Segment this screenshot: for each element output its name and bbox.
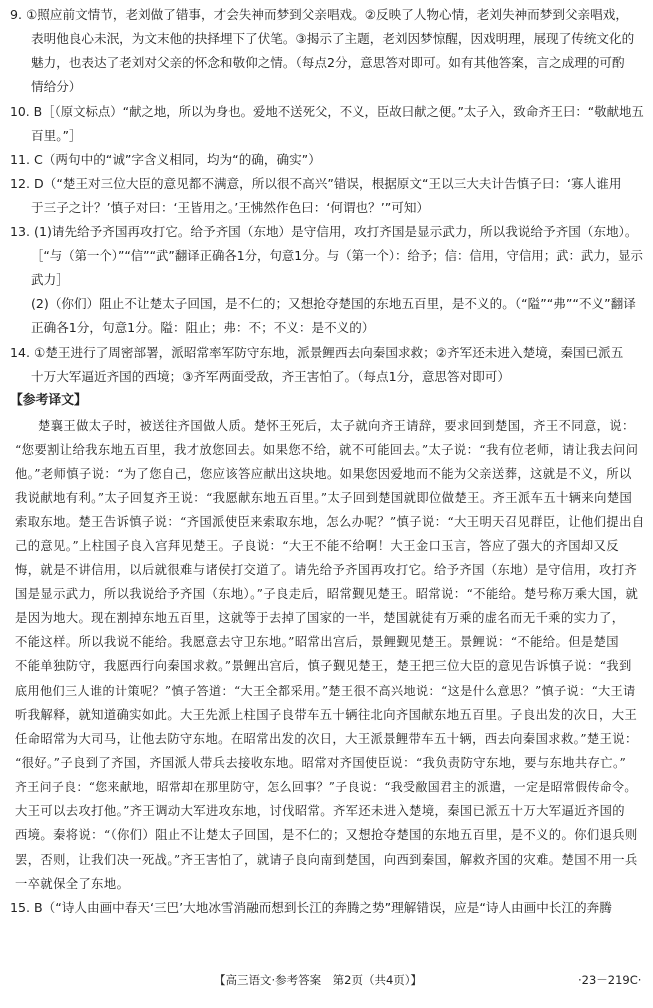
translation-line: 齐王问子良：“您来献地，昭常却在那里防守，怎么回事？”子良说：“我受敝国君主的派遣，一定是昭常假传命令。 — [15, 780, 637, 794]
q12-line-1: 12. D（“楚王对三位大臣的意见都不满意，所以很不高兴”错误，根据原文“王以三大夫计告慎子曰：‘寡人谁用 — [10, 176, 622, 191]
q14-line-2: 十万大军逼近齐国的西境；③齐军两面受敌，齐王害怕了。（每点1分，意思答对即可） — [31, 369, 510, 384]
reference-heading: 【参考译文】 — [10, 393, 87, 408]
q10-line-2: 百里。”］ — [31, 128, 82, 143]
translation-line: “很好。”子良到了齐国，齐国派人带兵去接收东地。昭常对齐国使臣说：“我负责防守东地，要与东地共存亡。” — [15, 756, 627, 770]
translation-line: 听我解释，就知道确实如此。大王先派上柱国子良带车五十辆往北向齐国献东地五百里。子良出发的次日，大王 — [15, 708, 638, 722]
translation-line: 不能这样。所以我说不能给。我愿意去守卫东地。”昭常出宫后，景鲤觐见楚王。景鲤说：“不能给。但是楚国 — [15, 635, 619, 649]
q13-line-1: 13. (1)请先给予齐国再攻打它。给予齐国（东地）是守信用，攻打齐国是显示武力，所以我说给予齐国（东地）。 — [10, 224, 638, 239]
translation-line: 己的意见。”上柱国子良入宫拜见楚王。子良说：“大王不能不给啊！大王金口玉言，答应了强大的齐国却又反 — [15, 539, 619, 553]
q11-line-1: 11. C（两句中的“诚”字含义相同，均为“的确，确实”） — [10, 152, 321, 167]
translation-line: 任命昭常为大司马，让他去防守东地。在昭常出发的次日，大王派景鲤带车五十辆，西去向秦国求救。”楚王说： — [15, 732, 638, 746]
translation-line: 我说献地有利。”太子回复齐王说：“我愿献东地五百里。”太子回到楚国就即位做楚王。齐王派车五十辆来向楚国 — [15, 491, 633, 505]
q9-line-2: 表明他良心未泯，为文末他的抉择埋下了伏笔。③揭示了主题，老刘因梦惊醒，因戏明理，展现了传统文化的 — [31, 31, 635, 46]
translation-line: 罢，否则，让我们决一死战。”齐王害怕了，就请子良向南到楚国，向西到秦国，解救齐国的灾难。楚国不用一兵 — [15, 853, 638, 867]
translation-line: 他。”老师慎子说：“为了您自己，您应该答应献出这块地。如果您因爱地而不能为父亲送葬，这就是不义，所以 — [15, 467, 632, 481]
q10-line-1: 10. B［（原文标点）“献之地，所以为身也。爱地不送死父，不义，臣故曰献之便。”太子入，致命齐王曰：“敬献地五 — [10, 104, 644, 119]
q13-line-5: 正确各1分，句意1分。隘：阻止；弗：不；不义：是不义的） — [31, 320, 375, 335]
footer-code: ·23－219C· — [578, 973, 642, 987]
q12-line-2: 于三子之计？’慎子对曰：‘王皆用之。’王怫然作色曰：‘何谓也？’”可知） — [31, 200, 430, 215]
q13-line-2: ［“与（第一个）”“信”“武”翻译正确各1分，句意1分。与（第一个）：给予；信：信用，守信用；武：武力，显示 — [31, 248, 643, 263]
translation-line: 西境。秦将说：“（你们）阻止不让楚太子回国，是不仁的；又想抢夺楚国的东地五百里，是不义的。你们退兵则 — [15, 828, 638, 842]
translation-line: 楚襄王做太子时，被送往齐国做人质。楚怀王死后，太子就向齐王请辞，要求回到楚国，齐王不同意，说： — [38, 419, 635, 433]
q9-line-1: 9. ①照应前文情节，老刘做了错事，才会失神而梦到父亲唱戏。②反映了人物心情，老刘失神而梦到父亲唱戏， — [10, 7, 628, 22]
q14-line-1: 14. ①楚王进行了周密部署，派昭常率军防守东地，派景鲤西去向秦国求救；②齐军还未进入楚境，秦国已派五 — [10, 345, 624, 360]
translation-line: 一卒就保全了东地。 — [15, 877, 130, 891]
q9-line-3: 魅力，也表达了老刘对父亲的怀念和敬仰之情。（每点2分，意思答对即可。如有其他答案，言之成理的可酌 — [31, 55, 625, 70]
translation-line: 索取东地。楚王告诉慎子说：“齐国派使臣来索取东地，怎么办呢？”慎子说：“大王明天召见群臣，让他们提出自 — [15, 515, 645, 529]
q13-line-3: 武力］ — [31, 272, 69, 287]
q13-line-4: (2)（你们）阻止不让楚太子回国，是不仁的；又想抢夺楚国的东地五百里，是不义的。（“隘”“弗”“不义”翻译 — [31, 296, 636, 311]
q9-line-4: 情给分） — [31, 79, 82, 94]
translation-line: 大王可以去攻打他。”齐王调动大军进攻东地，讨伐昭常。齐军还未进入楚境，秦国已派五十万大军逼近齐国的 — [15, 804, 625, 818]
translation-line: 国是显示武力，所以我说给予齐国（东地）。”子良走后，昭常觐见楚王。昭常说：“不能给。楚号称万乘大国，就 — [15, 587, 639, 601]
footer-page-info: 【高三语文·参考答案 第2页（共4页）】 — [214, 973, 423, 987]
translation-line: “您要割让给我东地五百里，我才放您回去。如果您不给，就不可能回去。”太子说：“我有位老师，请让我去问问 — [15, 443, 639, 457]
q15-line-1: 15. B（“诗人由画中春天‘三巴’大地冰雪消融而想到长江的奔腾之势”理解错误，应是“诗人由画中长江的奔腾 — [10, 900, 612, 915]
translation-line: 底用他们三人谁的计策呢？”慎子答道：“大王全都采用。”楚王很不高兴地说：“这是什么意思？”慎子说：“大王请 — [15, 684, 636, 698]
translation-line: 是因为地大。现在割掉东地五百里，这就等于去掉了国家的一半，楚国就徒有万乘的虚名而无千乘的实力了， — [15, 611, 625, 625]
page-footer — [0, 972, 653, 988]
translation-line: 不能单独防守，我愿西行向秦国求救。”景鲤出宫后，慎子觐见楚王，楚王把三位大臣的意见告诉慎子说：“我到 — [15, 659, 632, 673]
translation-line: 悔，就是不讲信用，以后就很难与诸侯打交道了。请先给予齐国再攻打它。给予齐国（东地）是守信用，攻打齐 — [15, 563, 638, 577]
